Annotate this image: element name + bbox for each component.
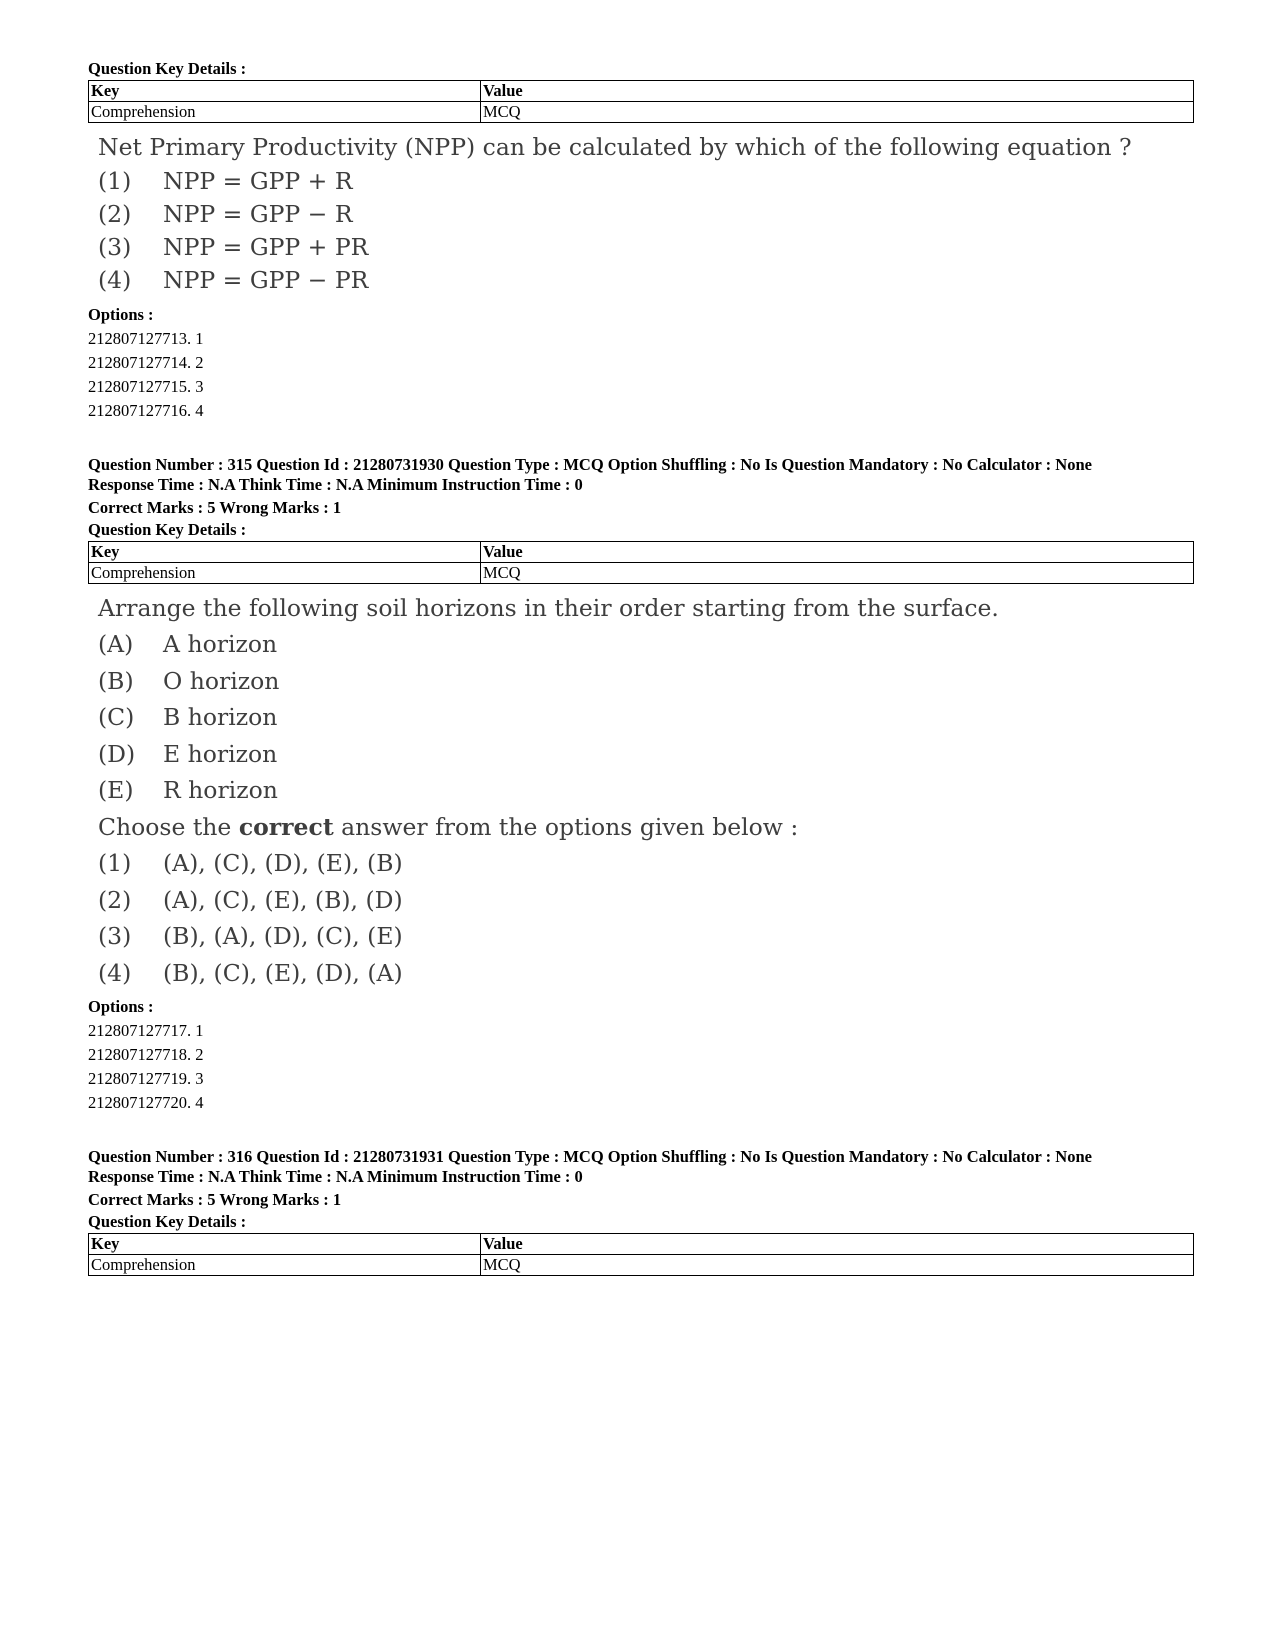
item-text: B horizon bbox=[163, 703, 278, 731]
key-details-table bbox=[88, 541, 1194, 584]
instruction-post: answer from the options given below : bbox=[333, 812, 799, 841]
question-choice bbox=[98, 165, 1194, 198]
question-meta-line: Response Time : N.A Think Time : N.A Minimum Instruction Time : 0 bbox=[88, 475, 583, 494]
option-item: 212807127716. 4 bbox=[88, 401, 204, 420]
document-page bbox=[88, 58, 1194, 1276]
question-choice bbox=[98, 264, 1194, 297]
table-cell-key: Comprehension bbox=[89, 563, 481, 584]
table-cell-value: MCQ bbox=[481, 102, 1194, 123]
options-heading: Options : bbox=[88, 305, 154, 324]
table-row bbox=[89, 102, 1194, 123]
question-stem: Arrange the following soil horizons in their order starting from the surface. bbox=[98, 594, 999, 622]
choice-number: (3) bbox=[98, 233, 132, 261]
question-image bbox=[88, 590, 1194, 991]
marks-line: Correct Marks : 5 Wrong Marks : 1 bbox=[88, 498, 342, 517]
question-item bbox=[98, 772, 1194, 809]
key-details-table bbox=[88, 80, 1194, 123]
key-details-heading: Question Key Details : bbox=[88, 59, 247, 78]
marks-line: Correct Marks : 5 Wrong Marks : 1 bbox=[88, 1190, 342, 1209]
item-text: O horizon bbox=[163, 666, 280, 695]
question-meta-line: Question Number : 315 Question Id : 21280731930 Question Type : MCQ Option Shuffling : No Is Question Mandatory : No Calculator : None bbox=[88, 455, 1092, 474]
choice-text: (A), (C), (D), (E), (B) bbox=[163, 849, 403, 877]
question-choice bbox=[98, 198, 1194, 231]
question-item bbox=[98, 626, 1194, 663]
item-label: (C) bbox=[98, 703, 135, 731]
table-cell-value: MCQ bbox=[481, 1255, 1194, 1276]
table-header-row bbox=[89, 542, 1194, 563]
choice-number: (1) bbox=[98, 167, 132, 195]
item-label: (D) bbox=[98, 739, 136, 768]
choice-number: (2) bbox=[98, 885, 132, 914]
key-details-heading: Question Key Details : bbox=[88, 1212, 247, 1231]
option-item: 212807127714. 2 bbox=[88, 353, 204, 372]
option-item: 212807127715. 3 bbox=[88, 377, 204, 396]
table-header-row bbox=[89, 1234, 1194, 1255]
choice-number: (1) bbox=[98, 849, 132, 877]
question-item bbox=[98, 736, 1194, 773]
choice-text: NPP = GPP + PR bbox=[163, 233, 369, 261]
question-choice bbox=[98, 231, 1194, 264]
question-item bbox=[98, 663, 1194, 700]
table-cell-key: Comprehension bbox=[89, 102, 481, 123]
table-header-key: Key bbox=[89, 542, 481, 563]
question-stem: Net Primary Productivity (NPP) can be calculated by which of the following equation ? bbox=[98, 133, 1132, 161]
question-block-315 bbox=[88, 455, 1194, 1115]
choice-number: (2) bbox=[98, 200, 132, 228]
option-item: 212807127720. 4 bbox=[88, 1093, 204, 1112]
question-choice bbox=[98, 845, 1194, 882]
item-label: (B) bbox=[98, 666, 134, 695]
item-text: E horizon bbox=[163, 739, 278, 768]
key-details-table bbox=[88, 1233, 1194, 1276]
choice-text: NPP = GPP − PR bbox=[163, 266, 369, 294]
table-row bbox=[89, 1255, 1194, 1276]
choice-number: (4) bbox=[98, 958, 132, 987]
table-header-value: Value bbox=[481, 542, 1194, 563]
question-block-314 bbox=[88, 58, 1194, 423]
item-label: (E) bbox=[98, 776, 134, 804]
table-header-value: Value bbox=[481, 1234, 1194, 1255]
table-cell-key: Comprehension bbox=[89, 1255, 481, 1276]
key-details-heading: Question Key Details : bbox=[88, 520, 247, 539]
choice-number: (3) bbox=[98, 922, 132, 950]
item-label: (A) bbox=[98, 630, 134, 658]
choice-text: NPP = GPP − R bbox=[163, 200, 353, 228]
table-header-row bbox=[89, 81, 1194, 102]
choice-text: (B), (A), (D), (C), (E) bbox=[163, 922, 403, 950]
options-list bbox=[88, 303, 1194, 423]
table-header-key: Key bbox=[89, 81, 481, 102]
table-header-key: Key bbox=[89, 1234, 481, 1255]
question-meta-line: Response Time : N.A Think Time : N.A Minimum Instruction Time : 0 bbox=[88, 1167, 583, 1186]
option-item: 212807127717. 1 bbox=[88, 1021, 204, 1040]
question-choice bbox=[98, 882, 1194, 919]
choice-number: (4) bbox=[98, 266, 132, 294]
option-item: 212807127719. 3 bbox=[88, 1069, 204, 1088]
options-heading: Options : bbox=[88, 997, 154, 1016]
question-item bbox=[98, 699, 1194, 736]
question-choice bbox=[98, 955, 1194, 992]
table-row bbox=[89, 563, 1194, 584]
item-text: R horizon bbox=[163, 776, 278, 804]
table-header-value: Value bbox=[481, 81, 1194, 102]
question-choice bbox=[98, 918, 1194, 955]
instruction-bold: correct bbox=[238, 812, 334, 841]
options-list bbox=[88, 995, 1194, 1115]
instruction-pre: Choose the bbox=[98, 812, 239, 841]
question-image bbox=[88, 129, 1194, 297]
choice-text: (A), (C), (E), (B), (D) bbox=[163, 885, 403, 914]
choice-text: (B), (C), (E), (D), (A) bbox=[163, 958, 403, 987]
question-meta-line: Question Number : 316 Question Id : 21280731931 Question Type : MCQ Option Shuffling : No Is Question Mandatory : No Calculator : None bbox=[88, 1147, 1092, 1166]
question-instruction bbox=[98, 809, 1194, 846]
option-item: 212807127713. 1 bbox=[88, 329, 204, 348]
table-cell-value: MCQ bbox=[481, 563, 1194, 584]
item-text: A horizon bbox=[163, 630, 278, 658]
option-item: 212807127718. 2 bbox=[88, 1045, 204, 1064]
choice-text: NPP = GPP + R bbox=[163, 167, 353, 195]
question-block-316 bbox=[88, 1147, 1194, 1276]
